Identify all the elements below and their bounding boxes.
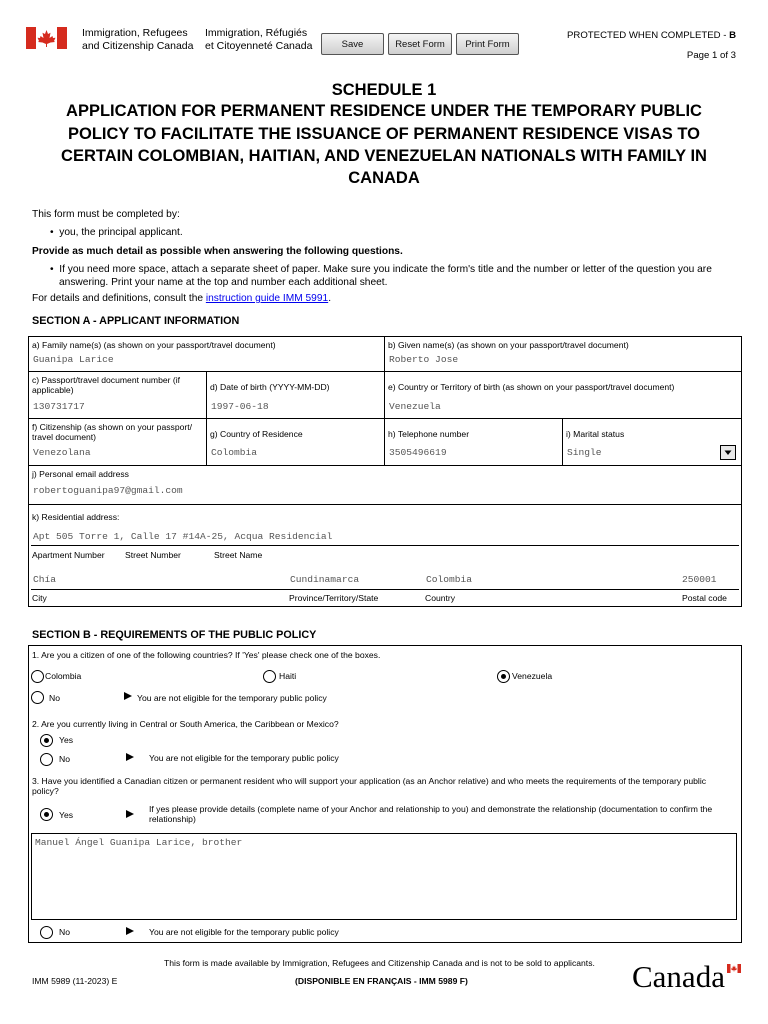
- intro-bullet-1: • you, the principal applicant.: [50, 227, 183, 238]
- country-label: Country: [425, 593, 456, 603]
- passport-label-line1: c) Passport/travel document number (if: [32, 375, 181, 385]
- citizenship-label-line2: travel document): [32, 432, 97, 442]
- french-notice: (DISPONIBLE EN FRANÇAIS - IMM 5989 F): [295, 976, 468, 986]
- dropdown-arrow-icon[interactable]: [720, 445, 736, 460]
- birth-country-cell: [384, 371, 742, 419]
- q3-yes-detail-line2: relationship): [149, 814, 196, 824]
- section-a-title: SECTION A - APPLICANT INFORMATION: [32, 315, 240, 327]
- label-q1-no: No: [49, 693, 60, 703]
- dob-label: d) Date of birth (YYYY-MM-DD): [210, 382, 330, 392]
- marital-label: i) Marital status: [566, 429, 625, 439]
- dob-cell: [206, 371, 385, 419]
- dept-fr-line1: Immigration, Réfugiés: [205, 27, 308, 39]
- radio-q1-no[interactable]: [31, 691, 44, 704]
- intro-bullet-2-line2: answering. Print your name at the top and number each additional sheet.: [59, 277, 388, 288]
- dept-en-line2: and Citizenship Canada: [82, 40, 194, 52]
- radio-q2-no[interactable]: [40, 753, 53, 766]
- email-cell: [28, 465, 742, 505]
- country-input[interactable]: Colombia: [426, 574, 473, 585]
- given-name-input[interactable]: Roberto Jose: [389, 354, 459, 365]
- print-form-button[interactable]: Print Form: [456, 33, 519, 55]
- form-title-line-3: CERTAIN COLOMBIAN, HAITIAN, AND VENEZUELAN NATIONALS WITH FAMILY IN: [61, 147, 707, 165]
- form-title-line-1: APPLICATION FOR PERMANENT RESIDENCE UNDER THE TEMPORARY PUBLIC: [66, 102, 702, 120]
- passport-input[interactable]: 130731717: [33, 401, 85, 412]
- department-name-fr: [205, 27, 312, 53]
- citizenship-input[interactable]: Venezolana: [33, 447, 91, 458]
- q1-not-eligible: You are not eligible for the temporary public policy: [137, 693, 327, 703]
- label-q3-no: No: [59, 927, 70, 937]
- dept-fr-line2: et Citoyenneté Canada: [205, 40, 313, 52]
- radio-q3-yes[interactable]: [40, 808, 53, 821]
- residence-cell: [206, 418, 385, 466]
- radio-haiti[interactable]: [263, 670, 276, 683]
- family-name-cell: [28, 336, 385, 372]
- form-title-line-2: POLICY TO FACILITATE THE ISSUANCE OF PERMANENT RESIDENCE VISAS TO: [68, 125, 700, 143]
- label-q2-yes: Yes: [59, 735, 74, 745]
- passport-label: [32, 375, 180, 395]
- province-label: Province/Territory/State: [289, 593, 379, 603]
- intro-bullet-1-text: you, the principal applicant.: [59, 227, 183, 238]
- street-line: [31, 545, 739, 546]
- intro-details-period: .: [328, 293, 332, 304]
- apartment-number-label: Apartment Number: [32, 550, 105, 560]
- anchor-details-value: Manuel Ángel Guanipa Larice, brother: [35, 837, 243, 848]
- phone-input[interactable]: 3505496619: [389, 447, 447, 458]
- arrow-right-icon: [126, 753, 134, 761]
- city-input[interactable]: Chía: [33, 574, 57, 585]
- intro-detail: Provide as much detail as possible when answering the following questions.: [32, 246, 403, 257]
- given-name-cell: [384, 336, 742, 372]
- arrow-right-icon: [126, 810, 134, 818]
- phone-label: h) Telephone number: [388, 429, 470, 439]
- protected-text: PROTECTED WHEN COMPLETED -: [567, 30, 730, 41]
- label-venezuela: Venezuela: [512, 671, 553, 681]
- intro-details-text: For details and definitions, consult the: [32, 293, 206, 304]
- section-b-title: SECTION B - REQUIREMENTS OF THE PUBLIC POLICY: [32, 629, 317, 641]
- question-3-line2: policy?: [32, 786, 59, 796]
- footer-notice: This form is made available by Immigration, Refugees and Citizenship Canada and is not to be sold to applicants.: [164, 958, 595, 968]
- marital-status-select[interactable]: Single: [567, 447, 602, 458]
- street-address-input[interactable]: Apt 505 Torre 1, Calle 17 #14A-25, Acqua Residencial: [33, 531, 333, 542]
- radio-venezuela[interactable]: [497, 670, 510, 683]
- label-q3-yes: Yes: [59, 810, 74, 820]
- dept-en-line1: Immigration, Refugees: [82, 27, 188, 39]
- form-id: IMM 5989 (11-2023) E: [32, 976, 118, 986]
- intro-bullet-2-line1: If you need more space, attach a separate sheet of paper. Make sure you indicate the form's title and the number or letter of the question you are: [59, 264, 712, 275]
- postal-code-input[interactable]: 250001: [682, 574, 717, 585]
- family-name-label: a) Family name(s) (as shown on your passport/travel document): [32, 340, 276, 350]
- email-input[interactable]: robertoguanipa97@gmail.com: [33, 485, 183, 496]
- intro-must: This form must be completed by:: [32, 209, 180, 220]
- q2-not-eligible: You are not eligible for the temporary public policy: [149, 753, 339, 763]
- given-name-label: b) Given name(s) (as shown on your passport/travel document): [388, 340, 629, 350]
- department-name-en: [82, 27, 194, 53]
- anchor-details-textarea[interactable]: [31, 833, 737, 920]
- label-q2-no: No: [59, 754, 70, 764]
- marital-cell: [562, 418, 742, 466]
- residence-label: g) Country of Residence: [210, 429, 303, 439]
- canada-wordmark: [632, 960, 742, 994]
- postal-code-label: Postal code: [682, 593, 727, 603]
- radio-colombia[interactable]: [31, 670, 44, 683]
- province-input[interactable]: Cundinamarca: [290, 574, 360, 585]
- save-button[interactable]: Save: [321, 33, 384, 55]
- city-label: City: [32, 593, 47, 603]
- protected-level: B: [729, 30, 736, 41]
- label-haiti: Haiti: [279, 671, 297, 681]
- dob-input[interactable]: 1997-06-18: [211, 401, 269, 412]
- citizenship-label-line1: f) Citizenship (as shown on your passport/: [32, 422, 193, 432]
- canada-wordmark-flag-icon: [727, 964, 741, 973]
- q3-yes-detail: [149, 804, 739, 824]
- canada-flag-icon: [26, 27, 67, 49]
- page-number: Page 1 of 3: [686, 50, 736, 61]
- passport-label-line2: applicable): [32, 385, 74, 395]
- canada-wordmark-text: Canada: [632, 959, 725, 994]
- street-number-label: Street Number: [125, 550, 181, 560]
- radio-q3-no[interactable]: [40, 926, 53, 939]
- address-label: k) Residential address:: [32, 512, 120, 522]
- schedule-title: SCHEDULE 1: [331, 81, 437, 99]
- q3-not-eligible: You are not eligible for the temporary public policy: [149, 927, 339, 937]
- passport-cell: [28, 371, 207, 419]
- arrow-right-icon: [126, 927, 134, 935]
- city-line: [31, 589, 739, 590]
- question-3: [32, 776, 737, 796]
- street-name-label: Street Name: [214, 550, 263, 560]
- question-3-line1: 3. Have you identified a Canadian citizen or permanent resident who will support your application (as an Anchor relative) and who meets the requirements of the temporary public: [32, 776, 707, 786]
- arrow-right-icon: [124, 692, 132, 700]
- label-colombia: Colombia: [45, 671, 82, 681]
- section-b-box: [28, 645, 742, 943]
- birth-country-label: e) Country or Territory of birth (as shown on your passport/travel document): [388, 382, 675, 392]
- instruction-guide-link[interactable]: instruction guide IMM 5991: [205, 293, 329, 304]
- question-1: 1. Are you a citizen of one of the following countries? If 'Yes' please check one of the boxes.: [32, 650, 381, 660]
- phone-cell: [384, 418, 563, 466]
- protected-notice: [567, 30, 736, 42]
- citizenship-label: [32, 422, 192, 442]
- address-cell: [28, 504, 742, 607]
- reset-form-button[interactable]: Reset Form: [388, 33, 452, 55]
- family-name-input[interactable]: Guanipa Larice: [33, 354, 114, 365]
- radio-q2-yes[interactable]: [40, 734, 53, 747]
- q3-yes-detail-line1: If yes please provide details (complete name of your Anchor and relationship to you) and demonstrate the relationship (documentation to confirm the: [149, 804, 713, 814]
- intro-details: [32, 292, 331, 305]
- citizenship-cell: [28, 418, 207, 466]
- question-2: 2. Are you currently living in Central or South America, the Caribbean or Mexico?: [32, 719, 339, 729]
- birth-country-input[interactable]: Venezuela: [389, 401, 441, 412]
- intro-bullet-2: • If you need more space, attach a separate sheet of paper. Make sure you indicate the form's title and the number or letter of the question you are answering. Print your name at the top and number each additional sheet.: [50, 263, 750, 289]
- email-label: j) Personal email address: [32, 469, 129, 479]
- residence-input[interactable]: Colombia: [211, 447, 258, 458]
- form-title-line-4: CANADA: [348, 169, 420, 187]
